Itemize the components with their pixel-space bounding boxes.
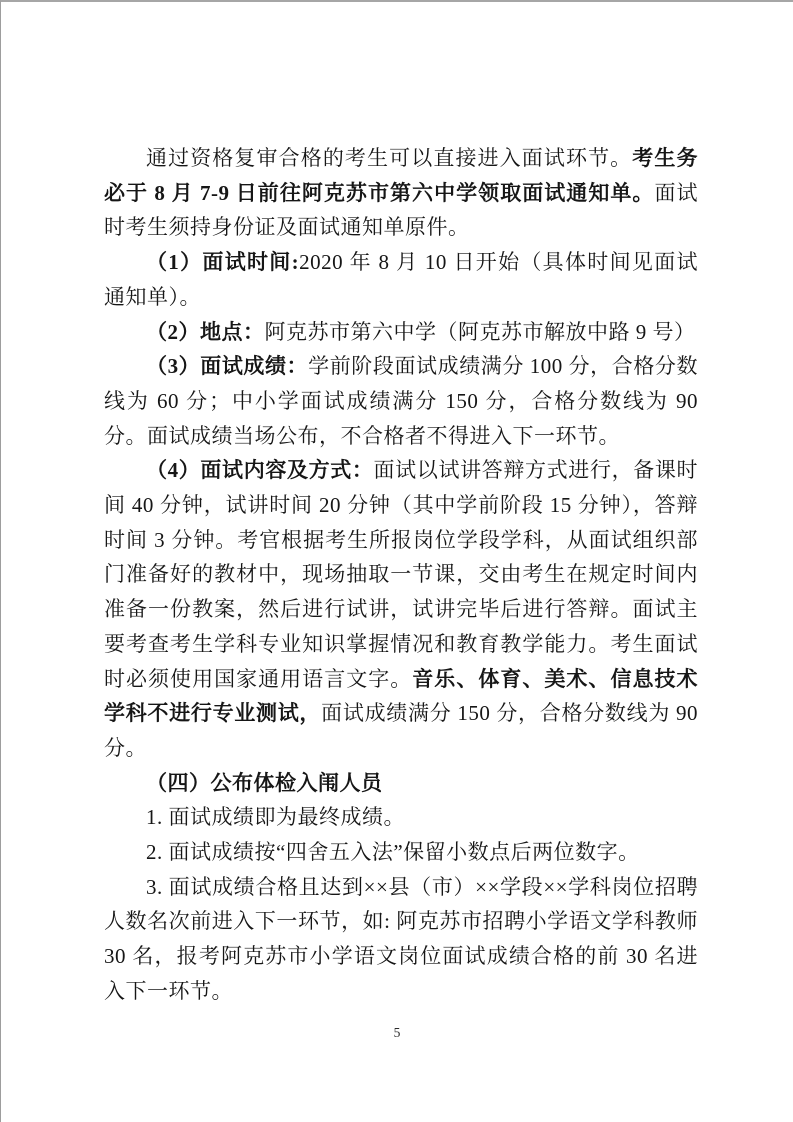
text-run: 通过资格复审合格的考生可以直接进入面试环节。	[146, 146, 633, 170]
text-run: 阿克苏市第六中学（阿克苏市解放中路 9 号）	[264, 319, 696, 344]
page-footer	[1, 1024, 793, 1042]
text-run: 3. 面试成绩合格且达到××县（市）××学段××学科岗位招聘人数名次前进入下一环节，如: 阿克苏市招聘小学语文学科教师 30 名，报考阿克苏市小学语文岗位面试成绩合格的前 30 名进入下一环节。	[104, 874, 698, 1003]
paragraph	[104, 453, 698, 765]
bold-text-run: （2）地点：	[146, 319, 265, 344]
text-run: 面试时考生须持身份证及面试通知单原件。	[104, 180, 699, 240]
text-run: 面试成绩满分 150 分，合格分数线为 90 分。	[104, 701, 699, 760]
text-run: 面试以试讲答辩方式进行，备课时间 40 分钟，试讲时间 20 分钟（其中学前阶段 15 分钟），答辩时间 3 分钟。考官根据考生所报岗位学段学科，从面试组织部门准备好的教材中，现场抽取一节课，交由考生在规定时间内准备一份教案，然后进行试讲，试讲完毕后进行答辩。面试主要考查考生学科专业知识掌握情况和教育教学能力。考生面试时必须使用国家通用语言文字。	[104, 458, 699, 691]
text-run: 学前阶段面试成绩满分 100 分，合格分数线为 60 分；中小学面试成绩满分 150 分，合格分数线为 90 分。面试成绩当场公布，不合格者不得进入下一环节。	[104, 354, 698, 448]
text-run: 2020 年 8 月 10 日开始（具体时间见面试通知单）。	[104, 250, 698, 309]
paragraph	[104, 349, 698, 453]
bold-text-run: （1）面试时间:	[146, 250, 300, 275]
document-body	[104, 141, 698, 1009]
bold-text-run: 考生务必于 8 月 7-9 日前往阿克苏市第六中学领取面试通知单。	[104, 146, 699, 205]
paragraph	[104, 766, 698, 801]
bold-text-run: （四）公布体检入闱人员	[146, 770, 383, 795]
page-number: 5	[393, 1025, 401, 1040]
text-run: 2. 面试成绩按“四舍五入法”保留小数点后两位数字。	[146, 840, 640, 865]
paragraph	[104, 800, 698, 835]
paragraph	[104, 315, 698, 350]
bold-text-run: 音乐、体育、美术、信息技术学科不进行专业测试，	[104, 666, 699, 726]
bold-text-run: （3）面试成绩：	[146, 354, 309, 379]
paragraph	[104, 835, 698, 870]
text-run: 1. 面试成绩即为最终成绩。	[146, 805, 405, 830]
paragraph	[104, 870, 698, 1009]
paragraph	[104, 141, 698, 245]
bold-text-run: （4）面试内容及方式：	[146, 458, 374, 483]
paragraph	[104, 245, 698, 314]
